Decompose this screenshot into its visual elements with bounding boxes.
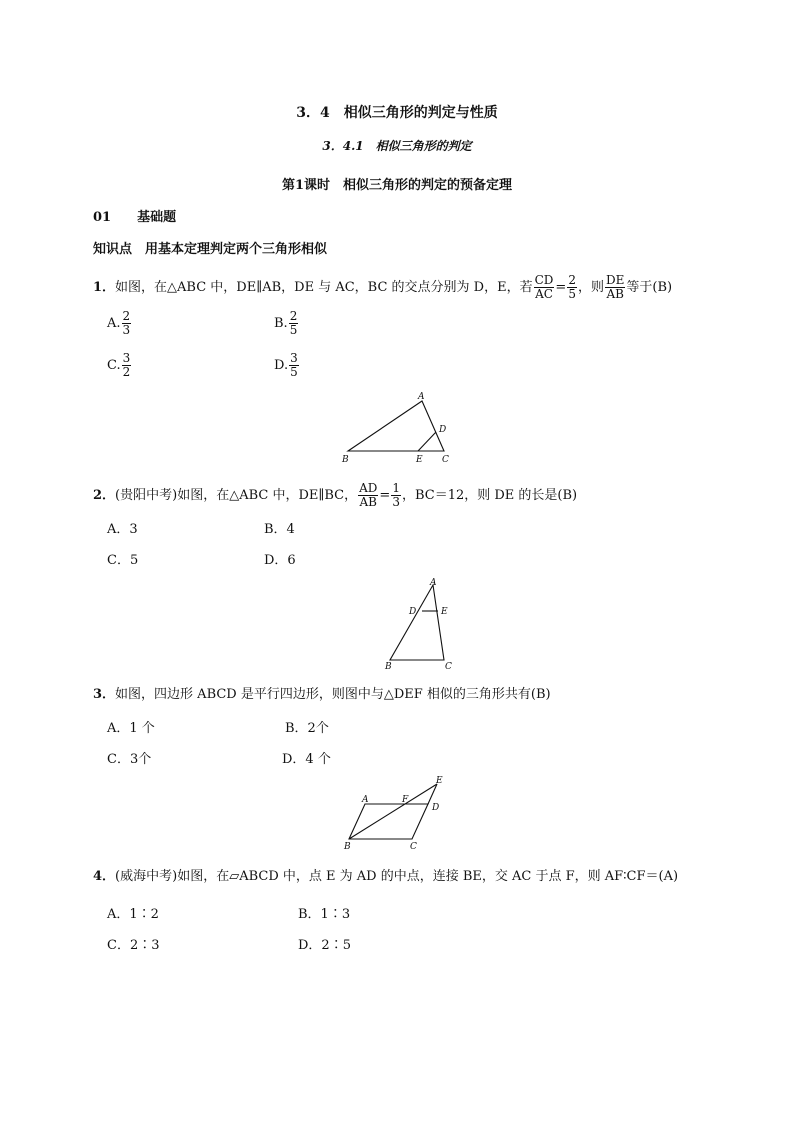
question-text: ，则 bbox=[577, 280, 604, 295]
section-number: 01 bbox=[93, 210, 112, 225]
section-heading bbox=[93, 206, 176, 225]
option-a[interactable]: A．1∶2 bbox=[107, 907, 159, 922]
fraction-1-3: $\frac{1}{3}$ bbox=[392, 481, 400, 509]
label-c: C bbox=[442, 455, 449, 465]
question-text: 如图，在△ABC 中，DE∥AB，DE 与 AC，BC 的交点分别为 D，E，若 bbox=[115, 280, 533, 295]
label-b: B bbox=[344, 842, 351, 852]
label-a: A bbox=[418, 392, 425, 402]
section-subtitle: 3．4.1 相似三角形的判定 bbox=[322, 139, 472, 153]
label-a: A bbox=[430, 578, 437, 588]
label-e: E bbox=[416, 455, 423, 465]
fraction-cd-ac: $\frac{CD}{AC}$ bbox=[534, 273, 554, 301]
fraction-ad-ab: $\frac{AD}{AB}$ bbox=[359, 481, 378, 509]
option-c[interactable]: C. $\frac{3}{2}$ bbox=[107, 351, 131, 379]
question-4 bbox=[93, 868, 678, 886]
option-a[interactable]: A．3 bbox=[107, 522, 138, 537]
question-number: 3． bbox=[93, 687, 116, 702]
equals-sign: = bbox=[555, 280, 567, 295]
label-b: B bbox=[385, 662, 392, 672]
question-text: ，BC＝12，则 DE 的长是(B) bbox=[401, 488, 578, 503]
option-c[interactable]: C．5 bbox=[107, 553, 139, 568]
section-name: 基础题 bbox=[137, 210, 177, 225]
question-text: 如图，四边形 ABCD 是平行四边形，则图中与△DEF 相似的三角形共有(B) bbox=[115, 687, 551, 702]
option-b[interactable]: B．1∶3 bbox=[298, 907, 351, 922]
knowledge-point: 知识点 用基本定理判定两个三角形相似 bbox=[93, 242, 328, 257]
option-d[interactable]: D．4 个 bbox=[282, 752, 331, 767]
question-3 bbox=[93, 686, 551, 704]
option-d[interactable]: D．2∶5 bbox=[298, 938, 351, 953]
parallelogram-abcd bbox=[349, 804, 428, 839]
option-d[interactable]: D．6 bbox=[264, 553, 296, 568]
option-a[interactable]: A. $\frac{2}{3}$ bbox=[107, 309, 131, 337]
figure-q3-parallelogram bbox=[340, 772, 460, 852]
option-d[interactable]: D. $\frac{3}{5}$ bbox=[274, 351, 298, 379]
question-2 bbox=[93, 482, 577, 509]
question-number: 1． bbox=[93, 280, 116, 295]
option-c[interactable]: C．3个 bbox=[107, 752, 152, 767]
triangle-abc bbox=[390, 585, 444, 660]
question-text: (威海中考)如图，在▱ABCD 中，点 E 为 AD 的中点，连接 BE，交 AC 于点 F，则 AF∶CF＝(A) bbox=[115, 869, 679, 884]
lesson-title: 第1课时 相似三角形的判定的预备定理 bbox=[281, 178, 513, 193]
page-title: 3．4 相似三角形的判定与性质 bbox=[296, 105, 498, 121]
label-c: C bbox=[410, 842, 417, 852]
label-d: D bbox=[439, 425, 447, 435]
question-text: (贵阳中考)如图，在△ABC 中，DE∥BC， bbox=[115, 488, 358, 503]
label-f: F bbox=[402, 795, 409, 805]
figure-q1-triangle bbox=[336, 388, 456, 468]
triangle-abc bbox=[348, 401, 447, 451]
fraction-2-5: $\frac{2}{5}$ bbox=[568, 273, 576, 301]
segment-de bbox=[418, 432, 436, 451]
segment-be bbox=[349, 784, 440, 839]
question-text: 等于(B) bbox=[626, 280, 673, 295]
question-number: 2． bbox=[93, 488, 116, 503]
figure-q2-triangle bbox=[378, 574, 458, 674]
equals-sign: = bbox=[379, 488, 391, 503]
option-c[interactable]: C．2∶3 bbox=[107, 938, 160, 953]
option-a[interactable]: A．1 个 bbox=[107, 721, 155, 736]
question-1 bbox=[93, 274, 672, 301]
fraction-de-ab: $\frac{DE}{AB}$ bbox=[605, 273, 625, 301]
question-number: 4． bbox=[93, 869, 116, 884]
label-b: B bbox=[342, 455, 349, 465]
label-e: E bbox=[441, 607, 448, 617]
label-c: C bbox=[445, 662, 452, 672]
label-d: D bbox=[432, 803, 440, 813]
label-d: D bbox=[409, 607, 417, 617]
option-b[interactable]: B. $\frac{2}{5}$ bbox=[274, 309, 298, 337]
label-a: A bbox=[362, 795, 369, 805]
option-b[interactable]: B．4 bbox=[264, 522, 295, 537]
option-b[interactable]: B．2个 bbox=[285, 721, 329, 736]
label-e: E bbox=[436, 776, 443, 786]
